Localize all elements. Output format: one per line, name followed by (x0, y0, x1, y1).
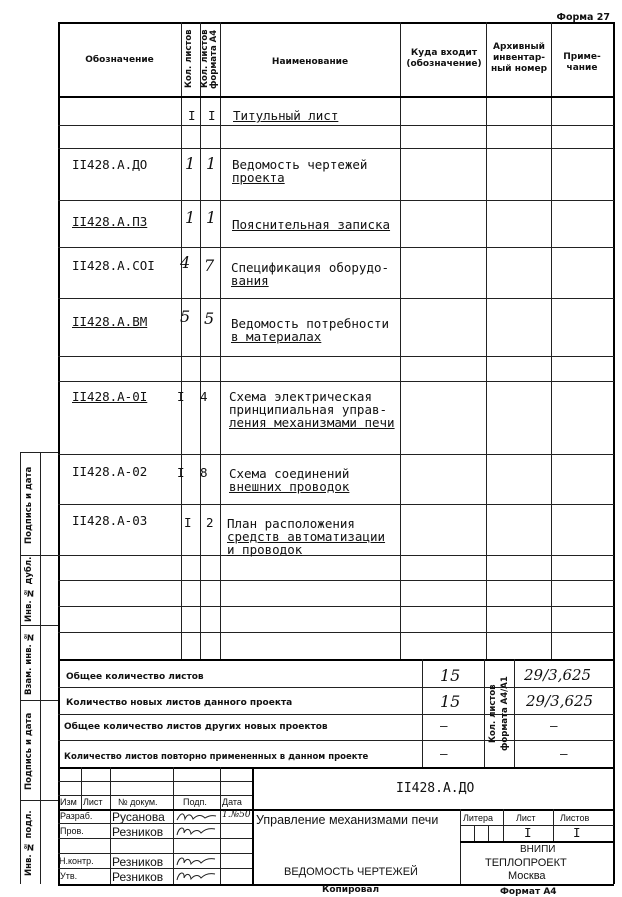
row-a4: 2 (206, 515, 214, 530)
row-sheets: 4 (180, 253, 191, 272)
side-strip-line (20, 625, 58, 626)
row-name: и проводок (227, 542, 303, 557)
row-sheets: I (188, 108, 196, 123)
row-name: средств автоматизации (227, 529, 386, 544)
row-a4: I (208, 108, 216, 123)
tb-date-value: 1.№50 (222, 810, 251, 820)
frame-top (58, 22, 614, 24)
row-name: принципиальная управ- (229, 402, 388, 417)
summary-top-line (58, 659, 614, 661)
row-name: Пояснительная записка (232, 217, 391, 232)
row-line (58, 504, 614, 505)
row-name: Ведомость потребности (231, 316, 390, 331)
summary-other-label: Общее количество листов других новых проектов (64, 722, 328, 732)
row-name: Схема электрическая (229, 389, 372, 404)
tb-line (58, 853, 252, 854)
signature-nkontr (175, 854, 219, 868)
row-sheets: 1 (185, 154, 196, 173)
row-name: План расположения (227, 516, 355, 531)
row-sheets: I (177, 389, 185, 404)
header-designation: Обозначение (85, 55, 154, 65)
summary-line (58, 740, 614, 741)
row-line (58, 247, 614, 248)
summary-a4-new: 29/3,625 (526, 692, 594, 710)
tb-org-line1: ВНИПИ (520, 844, 556, 855)
summary-line (58, 687, 614, 688)
tb-sheets-label: Листов (560, 813, 590, 823)
tb-line (58, 795, 252, 796)
row-code: II428.А-02 (72, 464, 148, 479)
header-name: Наименование (271, 57, 349, 67)
tb-org-line3: Москва (508, 870, 546, 882)
frame-right (613, 22, 615, 884)
row-name: вания (231, 273, 269, 288)
row-code: II428.А.ДО (72, 157, 148, 172)
tb-razrab-name: Русанова (112, 810, 165, 824)
frame-left (58, 22, 60, 884)
header-sheet-count-a4: Кол. листов формата А4 (200, 29, 219, 89)
row-code: II428.А-03 (72, 513, 148, 528)
tb-utv-label: Утв. (60, 871, 78, 881)
tb-col-date: Дата (222, 797, 242, 807)
tb-sheets-value: I (573, 825, 581, 840)
tb-col-sign: Подп. (183, 797, 207, 807)
tb-utv-name: Резников (112, 870, 164, 884)
row-code: II428.А-0I (72, 389, 148, 404)
side-strip-line (20, 800, 58, 801)
row-sheets: I (184, 515, 192, 530)
tb-nkontr-name: Резников (112, 855, 164, 869)
tb-line (58, 781, 252, 782)
summary-col (484, 659, 485, 767)
row-line (58, 298, 614, 299)
col-line (400, 22, 401, 659)
tb-col-list: Лист (83, 797, 103, 807)
tb-litera-label: Литера (463, 813, 493, 823)
col-line (551, 22, 552, 659)
tb-line (460, 825, 614, 826)
tb-col (173, 767, 174, 884)
summary-a4-label: Кол. листов формата А4/А1 (488, 676, 510, 752)
row-name: ления механизмами печи (229, 415, 395, 430)
row-line (58, 381, 614, 382)
side-label-dup-inv: Инв. № дубл. (24, 556, 34, 622)
header-bottom-line (58, 96, 614, 98)
summary-total-label: Общее количество листов (66, 672, 204, 682)
side-strip-border (20, 452, 21, 884)
tb-prov-label: Пров. (60, 826, 84, 836)
summary-new-label: Количество новых листов данного проекта (66, 698, 293, 708)
row-name: Титульный лист (233, 108, 339, 123)
tb-nkontr-label: Н.контр. (59, 856, 94, 866)
summary-a4-reused: — (560, 746, 568, 761)
titleblock-top-line (58, 767, 614, 769)
signature-prov (175, 824, 219, 838)
row-a4: 8 (200, 465, 208, 480)
tb-col (220, 767, 221, 884)
row-line (58, 606, 614, 607)
tb-doc-title: ВЕДОМОСТЬ ЧЕРТЕЖЕЙ (284, 866, 418, 878)
tb-razrab-label: Разраб. (60, 811, 93, 821)
summary-a4-other: — (550, 718, 558, 733)
side-strip-line (20, 700, 58, 701)
summary-other-value: — (440, 718, 448, 733)
header-note: Приме- чание (563, 52, 601, 73)
header-archive-no: Архивный инвентар- ный номер (490, 42, 548, 74)
tb-col-main (252, 767, 254, 884)
tb-col (488, 825, 489, 841)
row-name: в материалах (231, 329, 322, 344)
tb-line (252, 809, 614, 811)
tb-col (81, 767, 82, 809)
tb-col-izm: Изм (60, 797, 77, 807)
row-name: проекта (232, 170, 285, 185)
row-name: внешних проводок (229, 479, 350, 494)
tb-line (460, 841, 614, 843)
side-strip-inner (40, 452, 41, 884)
tb-col (110, 767, 111, 884)
row-line (58, 148, 614, 149)
header-sheet-count: Кол. листов (184, 29, 194, 89)
row-line (58, 454, 614, 455)
header-included-in: Куда входит (обозначение) (406, 48, 482, 69)
tb-prov-name: Резников (112, 825, 164, 839)
row-line (58, 580, 614, 581)
tb-sheet-value: I (524, 825, 532, 840)
row-line (58, 125, 614, 126)
row-a4: 7 (204, 256, 215, 275)
tb-col (460, 809, 461, 884)
side-strip-line (20, 555, 58, 556)
side-label-sign-date-top: Подпись и дата (24, 466, 34, 544)
col-line (181, 22, 182, 659)
row-code: II428.А.ВМ (72, 314, 148, 329)
summary-line (58, 714, 614, 715)
tb-org-line2: ТЕПЛОПРОЕКТ (485, 857, 567, 869)
side-strip-line (20, 452, 58, 453)
row-sheets: I (177, 465, 185, 480)
row-a4: 5 (204, 309, 215, 328)
format-label: Формат А4 (500, 887, 557, 897)
row-name: Схема соединений (229, 466, 350, 481)
summary-reused-value: — (440, 746, 448, 761)
signature-utv (175, 869, 219, 883)
tb-col-doc: № докум. (118, 797, 158, 807)
row-line (58, 200, 614, 201)
row-line (58, 356, 614, 357)
tb-col (474, 825, 475, 841)
summary-col (514, 659, 515, 767)
side-label-orig-inv: Инв. № подл. (24, 810, 34, 876)
form-label: Форма 27 (556, 12, 610, 23)
row-a4: 1 (206, 154, 217, 173)
summary-col (422, 659, 423, 767)
col-line (200, 22, 201, 659)
side-label-replace-inv: Взам. инв. № (24, 631, 34, 695)
tb-sheet-label: Лист (516, 813, 536, 823)
row-name: Ведомость чертежей (232, 157, 368, 172)
side-label-sign-date-bottom: Подпись и дата (24, 712, 34, 790)
summary-reused-label: Количество листов повторно примененных в данном проекте (64, 752, 369, 762)
copied-label: Копировал (322, 885, 380, 895)
tb-project-title: Управление механизмами печи (256, 813, 439, 827)
summary-total-value: 15 (440, 666, 461, 685)
col-line (220, 22, 221, 659)
row-code: II428.А.ПЗ (72, 214, 148, 229)
row-a4: 1 (206, 208, 217, 227)
row-sheets: 5 (180, 307, 191, 326)
row-sheets: 1 (185, 208, 196, 227)
summary-a4-total: 29/3,625 (524, 666, 592, 684)
row-line (58, 632, 614, 633)
row-code: II428.А.СОI (72, 258, 155, 273)
row-a4: 4 (200, 389, 208, 404)
row-line (58, 555, 614, 556)
signature-razrab (175, 810, 219, 823)
summary-new-value: 15 (440, 692, 461, 711)
row-name: Спецификация оборудо- (231, 260, 390, 275)
tb-doc-code: II428.А.ДО (396, 781, 475, 796)
col-line (486, 22, 487, 659)
